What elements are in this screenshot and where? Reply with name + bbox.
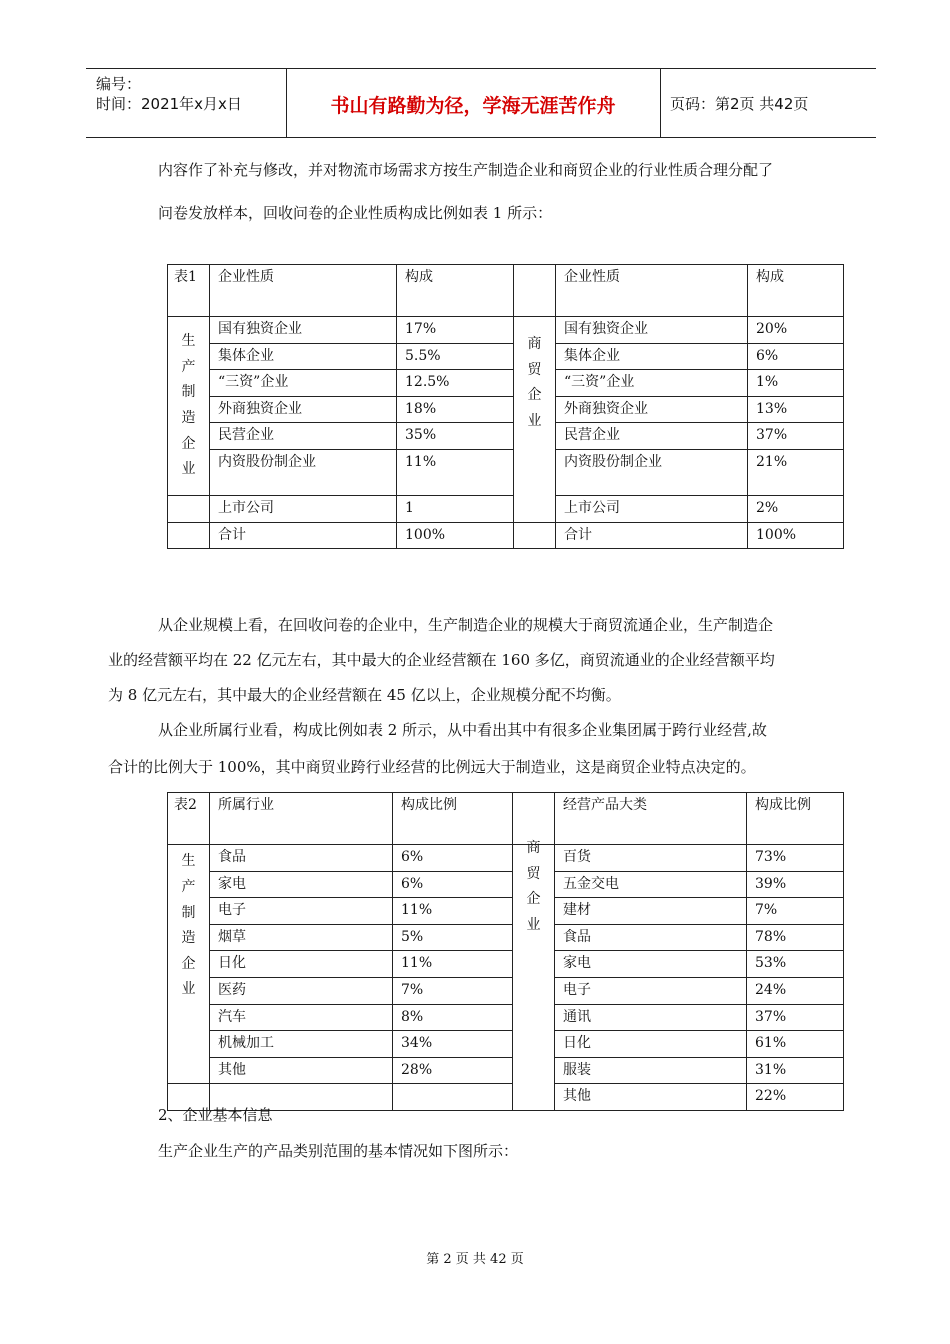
paragraph-line: 为 8 亿元左右，其中最大的企业经营额在 45 亿以上，企业规模分配不均衡。: [108, 686, 621, 704]
header-page-info: 页码：第2页 共42页: [670, 95, 809, 113]
table-cell: 日化: [555, 1031, 747, 1058]
table-cell: 家电: [555, 951, 747, 978]
paragraph-line: 合计的比例大于 100%，其中商贸业跨行业经营的比例远大于制造业，这是商贸企业特点决定的。: [108, 758, 756, 776]
table-cell: 37%: [748, 423, 844, 450]
group-label-text: 商贸企业: [527, 336, 542, 429]
table-corner-label: 表1: [168, 265, 210, 317]
table-cell: 17%: [397, 317, 514, 344]
table-cell: 集体企业: [556, 343, 748, 370]
table-cell: 100%: [397, 522, 514, 549]
table-cell: 上市公司: [556, 495, 748, 522]
table-cell: 34%: [393, 1031, 513, 1058]
table-cell: 12.5%: [397, 370, 514, 397]
table-cell: 6%: [393, 871, 513, 898]
page-footer: 第 2 页 共 42 页: [426, 1252, 524, 1267]
group-label-text: 生产制造企业: [181, 853, 196, 998]
column-header: 构成比例: [747, 793, 844, 845]
table-cell: 18%: [397, 396, 514, 423]
table-cell: 7%: [393, 977, 513, 1004]
table-cell: 11%: [393, 951, 513, 978]
table-row: [168, 871, 844, 898]
table-row: [168, 495, 844, 522]
intro-paragraph: [158, 153, 858, 187]
table-row: [168, 951, 844, 978]
section-paragraph: [158, 1134, 858, 1168]
empty-cell: [168, 495, 210, 522]
table-cell: 7%: [747, 898, 844, 925]
table-cell: 家电: [210, 871, 393, 898]
intro-line: 问卷发放样本，回收问卷的企业性质构成比例如表 1 所示：: [158, 204, 553, 222]
table-row: [168, 423, 844, 450]
table-cell: 5.5%: [397, 343, 514, 370]
scale-paragraph: [108, 678, 858, 712]
table-cell: 1%: [748, 370, 844, 397]
intro-paragraph: [158, 196, 858, 230]
industry-paragraph: [158, 713, 858, 747]
table-row: [168, 845, 844, 872]
table-cell: 22%: [747, 1084, 844, 1111]
scale-paragraph: [158, 608, 858, 642]
table-row: [168, 898, 844, 925]
column-header: 所属行业: [210, 793, 393, 845]
column-header: 企业性质: [210, 265, 397, 317]
table-cell: 28%: [393, 1057, 513, 1084]
table-cell: 电子: [210, 898, 393, 925]
table-cell: 100%: [748, 522, 844, 549]
table-cell: 37%: [747, 1004, 844, 1031]
table-cell: 医药: [210, 977, 393, 1004]
group-label-trade: [513, 840, 555, 1111]
table-row: [168, 1031, 844, 1058]
column-header: 经营产品大类: [555, 793, 747, 845]
paragraph-line: 业的经营额平均在 22 亿元左右，其中最大的企业经营额在 160 多亿，商贸流通业的企业经营额平均: [108, 651, 775, 669]
table-cell: 国有独资企业: [556, 317, 748, 344]
table-row: [168, 1057, 844, 1084]
table-cell: 外商独资企业: [210, 396, 397, 423]
table-1: [167, 264, 844, 549]
industry-paragraph: [108, 750, 858, 784]
table-header-row: [168, 265, 844, 317]
table-cell: 外商独资企业: [556, 396, 748, 423]
group-label-manufacturing: [168, 317, 210, 496]
table-cell: 民营企业: [556, 423, 748, 450]
table-cell: 其他: [210, 1057, 393, 1084]
table-row-total: [168, 522, 844, 549]
table-row: [168, 924, 844, 951]
column-header: 构成: [397, 265, 514, 317]
table-cell: 5%: [393, 924, 513, 951]
table-cell: 内资股份制企业: [210, 449, 397, 495]
section-heading: [158, 1098, 858, 1132]
table-cell: 6%: [393, 845, 513, 872]
table-cell: 6%: [748, 343, 844, 370]
table-cell: 24%: [747, 977, 844, 1004]
paragraph-line: 生产企业生产的产品类别范围的基本情况如下图所示：: [158, 1142, 519, 1160]
table-cell: 61%: [747, 1031, 844, 1058]
table-cell: 31%: [747, 1057, 844, 1084]
table-cell: 1: [397, 495, 514, 522]
table-cell: 11%: [393, 898, 513, 925]
table-cell: “三资”企业: [210, 370, 397, 397]
table-cell: 其他: [555, 1084, 747, 1111]
group-label-trade: [514, 317, 556, 523]
table-cell: 13%: [748, 396, 844, 423]
column-header: 构成: [748, 265, 844, 317]
table-cell: 78%: [747, 924, 844, 951]
table-cell: 73%: [747, 845, 844, 872]
page-header: [86, 68, 876, 138]
table-cell: 8%: [393, 1004, 513, 1031]
column-header: 构成比例: [393, 793, 513, 845]
table-cell: 建材: [555, 898, 747, 925]
table-corner-label: 表2: [168, 793, 210, 845]
empty-cell: [514, 522, 556, 549]
column-header: 企业性质: [556, 265, 748, 317]
table-cell: 百货: [555, 845, 747, 872]
table-row: [168, 343, 844, 370]
group-label-manufacturing: [168, 845, 210, 1084]
table-cell: 11%: [397, 449, 514, 495]
table-cell: 汽车: [210, 1004, 393, 1031]
header-motto: 书山有路勤为径，学海无涯苦作舟: [330, 95, 616, 117]
table-cell: 烟草: [210, 924, 393, 951]
table-cell: 20%: [748, 317, 844, 344]
header-time-label: 时间：2021年x月x日: [96, 95, 242, 113]
scale-paragraph: [108, 643, 858, 677]
table-row: [168, 449, 844, 495]
table-row: [168, 977, 844, 1004]
intro-line: 内容作了补充与修改，并对物流市场需求方按生产制造企业和商贸企业的行业性质合理分配了: [158, 161, 774, 179]
table-cell: 内资股份制企业: [556, 449, 748, 495]
table-cell: 食品: [210, 845, 393, 872]
header-code-label: 编号：: [96, 75, 142, 93]
header-divider: [660, 69, 661, 137]
table-cell: 21%: [748, 449, 844, 495]
table-cell: 机械加工: [210, 1031, 393, 1058]
header-meta: [86, 69, 286, 137]
paragraph-line: 从企业所属行业看，构成比例如表 2 所示，从中看出其中有很多企业集团属于跨行业经营,故: [158, 721, 767, 739]
table-cell: 民营企业: [210, 423, 397, 450]
table-cell: 通讯: [555, 1004, 747, 1031]
table-cell: 电子: [555, 977, 747, 1004]
group-label-text: 生产制造企业: [181, 333, 196, 478]
table-cell: 食品: [555, 924, 747, 951]
table-cell: 合计: [556, 522, 748, 549]
table-cell: 上市公司: [210, 495, 397, 522]
table-row: [168, 370, 844, 397]
table-cell: 集体企业: [210, 343, 397, 370]
paragraph-line: 从企业规模上看，在回收问卷的企业中，生产制造企业的规模大于商贸流通企业，生产制造企: [158, 616, 774, 634]
table-cell: 服装: [555, 1057, 747, 1084]
table-2: [167, 792, 844, 1111]
table-cell: 35%: [397, 423, 514, 450]
empty-cell: [168, 522, 210, 549]
table-cell: 五金交电: [555, 871, 747, 898]
empty-cell: [514, 265, 556, 317]
table-row: [168, 317, 844, 344]
table-cell: 2%: [748, 495, 844, 522]
table-cell: 53%: [747, 951, 844, 978]
table-row: [168, 1004, 844, 1031]
table-cell: 国有独资企业: [210, 317, 397, 344]
table-cell: 日化: [210, 951, 393, 978]
table-header-row: [168, 793, 844, 845]
table-cell: 合计: [210, 522, 397, 549]
section-heading-text: 2、企业基本信息: [158, 1106, 273, 1124]
table-row: [168, 396, 844, 423]
table-cell: 39%: [747, 871, 844, 898]
group-label-text: 商贸企业: [526, 840, 541, 934]
table-cell: “三资”企业: [556, 370, 748, 397]
